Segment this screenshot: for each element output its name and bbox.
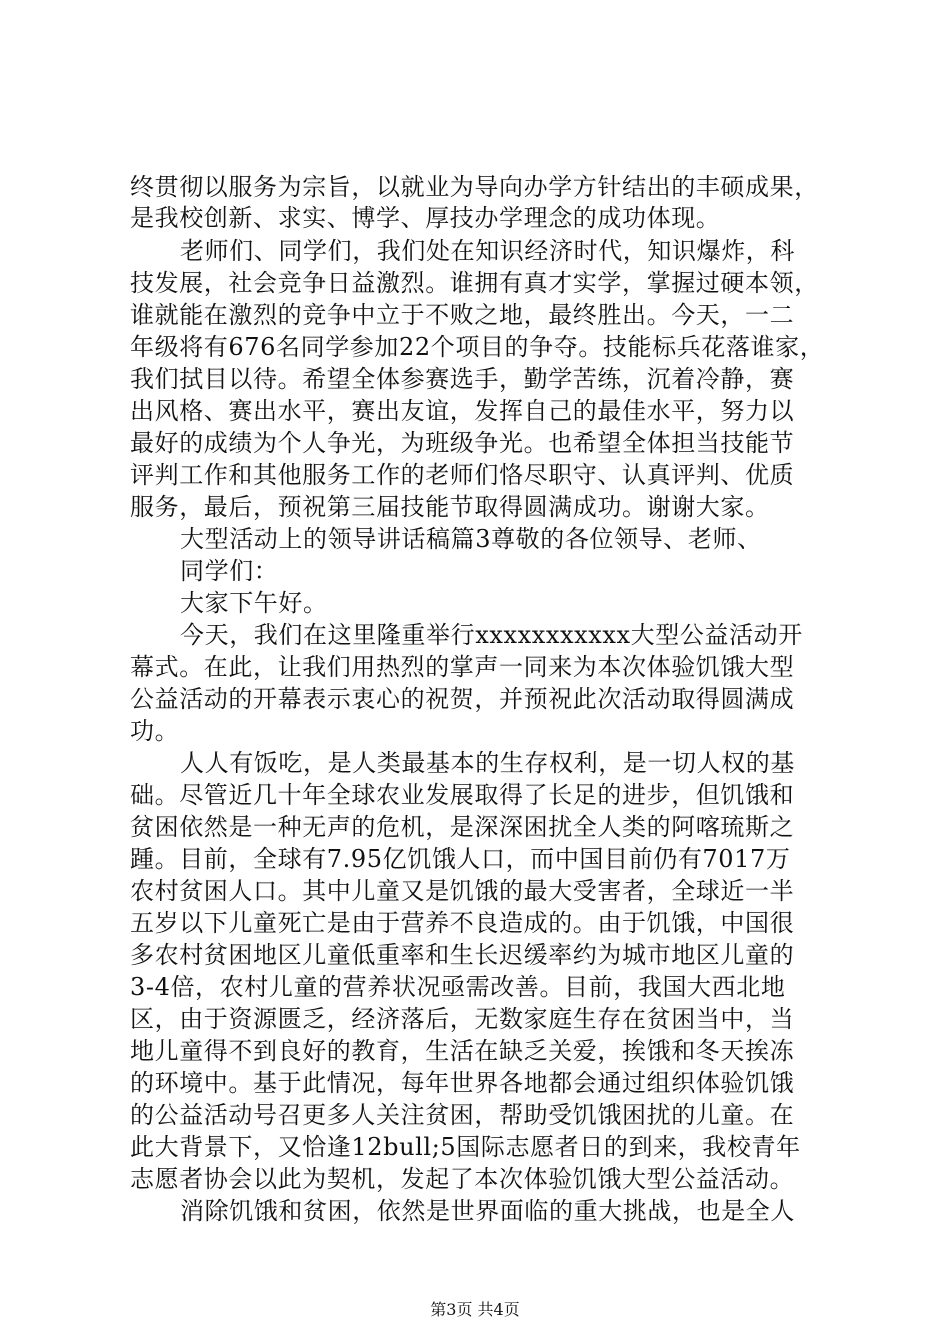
text-line: 谁就能在激烈的竞争中立于不败之地，最终胜出。今天，一二 <box>130 301 795 329</box>
text-line: 农村贫困人口。其中儿童又是饥饿的最大受害者，全球近一半 <box>130 877 795 905</box>
text-line: 出风格、赛出水平，赛出友谊，发挥自己的最佳水平，努力以 <box>130 397 795 425</box>
text-line: 幕式。在此，让我们用热烈的掌声一同来为本次体验饥饿大型 <box>130 653 795 681</box>
text-line: 的公益活动号召更多人关注贫困，帮助受饥饿困扰的儿童。在 <box>130 1101 795 1129</box>
text-line: 功。 <box>130 717 180 745</box>
text-line: 老师们、同学们，我们处在知识经济时代，知识爆炸，科 <box>180 237 795 265</box>
text-line: 技发展，社会竞争日益激烈。谁拥有真才实学，掌握过硬本领， <box>130 269 819 297</box>
text-line: 志愿者协会以此为契机，发起了本次体验饥饿大型公益活动。 <box>130 1165 795 1193</box>
text-line: 大家下午好。 <box>180 589 328 617</box>
text-line: 最好的成绩为个人争光，为班级争光。也希望全体担当技能节 <box>130 429 795 457</box>
text-line: 贫困依然是一种无声的危机，是深深困扰全人类的阿喀琉斯之 <box>130 813 795 841</box>
text-line: 多农村贫困地区儿童低重率和生长迟缓率约为城市地区儿童的 <box>130 941 795 969</box>
text-line: 公益活动的开幕表示衷心的祝贺，并预祝此次活动取得圆满成 <box>130 685 795 713</box>
text-line: 础。尽管近几十年全球农业发展取得了长足的进步，但饥饿和 <box>130 781 795 809</box>
text-line: 同学们： <box>180 557 279 585</box>
text-line: 消除饥饿和贫困，依然是世界面临的重大挑战，也是全人 <box>180 1197 795 1225</box>
text-line: 3-4倍，农村儿童的营养状况亟需改善。目前，我国大西北地 <box>130 973 786 1001</box>
text-line: 今天，我们在这里隆重举行xxxxxxxxxxx大型公益活动开 <box>180 621 803 649</box>
text-line: 的环境中。基于此情况，每年世界各地都会通过组织体验饥饿 <box>130 1069 795 1097</box>
text-line: 年级将有676名同学参加22个项目的争夺。技能标兵花落谁家， <box>130 333 825 361</box>
text-line: 是我校创新、求实、博学、厚技办学理念的成功体现。 <box>130 204 721 232</box>
text-line: 服务，最后，预祝第三届技能节取得圆满成功。谢谢大家。 <box>130 493 770 521</box>
text-line: 地儿童得不到良好的教育，生活在缺乏关爱，挨饿和冬天挨冻 <box>130 1037 795 1065</box>
text-line: 此大背景下，又恰逢12bull;5国际志愿者日的到来，我校青年 <box>130 1133 801 1161</box>
text-line: 人人有饭吃，是人类最基本的生存权利，是一切人权的基 <box>180 749 795 777</box>
text-line: 大型活动上的领导讲话稿篇3尊敬的各位领导、老师、 <box>180 525 762 553</box>
text-line: 我们拭目以待。希望全体参赛选手，勤学苦练，沉着冷静，赛 <box>130 365 795 393</box>
text-line: 踵。目前，全球有7.95亿饥饿人口，而中国目前仍有7017万 <box>130 845 791 873</box>
text-line: 终贯彻以服务为宗旨，以就业为导向办学方针结出的丰硕成果， <box>130 173 819 201</box>
text-line: 五岁以下儿童死亡是由于营养不良造成的。由于饥饿，中国很 <box>130 909 795 937</box>
page-footer: 第3页 共4页 <box>430 1300 520 1319</box>
text-line: 区，由于资源匮乏，经济落后，无数家庭生存在贫困当中，当 <box>130 1005 795 1033</box>
text-line: 评判工作和其他服务工作的老师们恪尽职守、认真评判、优质 <box>130 461 795 489</box>
